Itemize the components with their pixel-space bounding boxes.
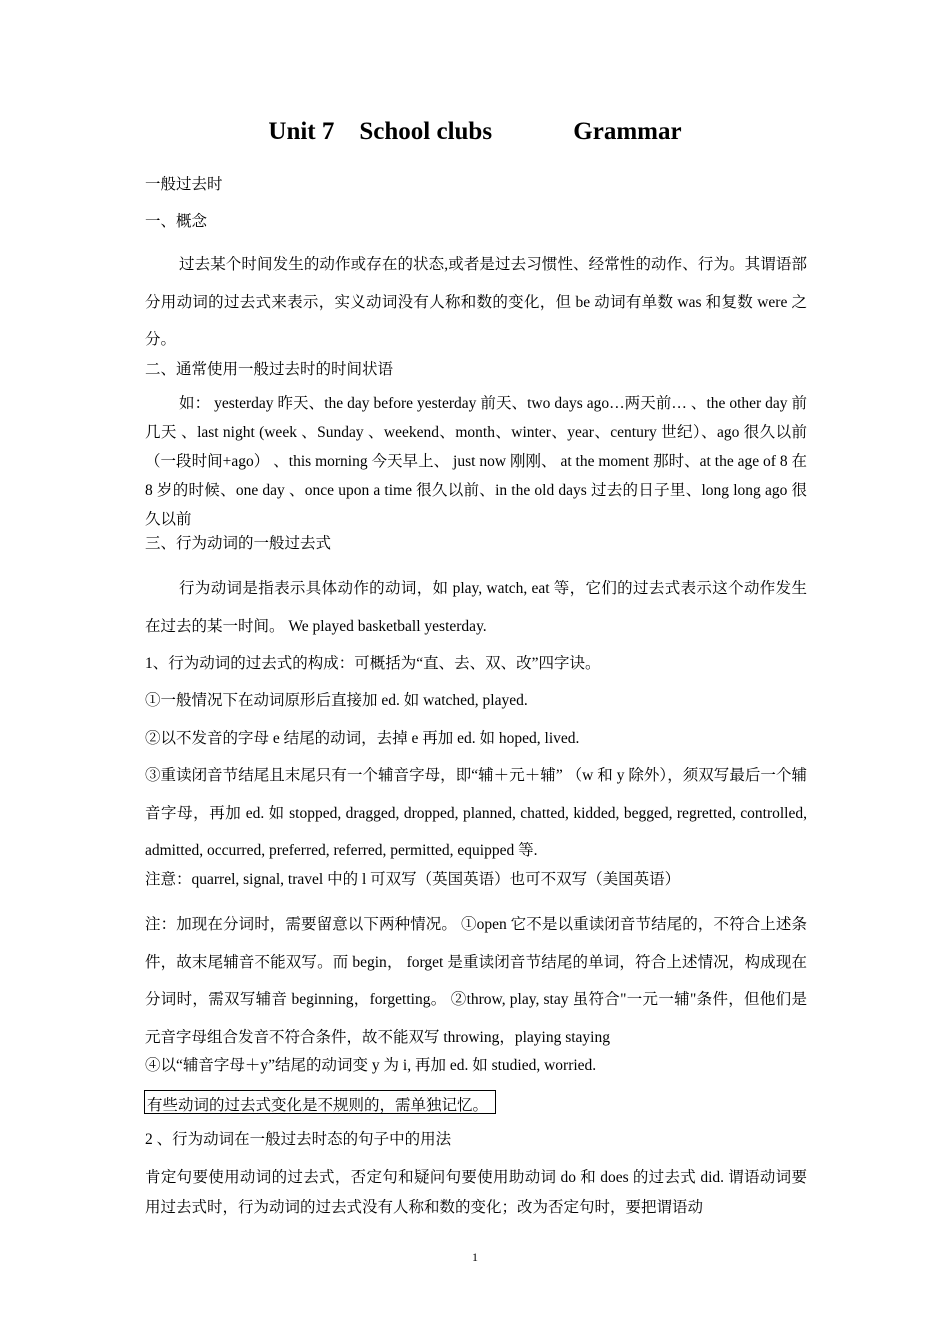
section-1-heading: 一、概念 bbox=[145, 213, 208, 230]
usage-body: 肯定句要使用动词的过去式，否定句和疑问句要使用助动词 do 和 does 的过去式 did. 谓语动词要用过去式时，行为动词的过去式没有人称和数的变化；改为否定句时，要把谓语动 bbox=[145, 1169, 807, 1216]
boxed-note: 有些动词的过去式变化是不规则的，需单独记忆。 bbox=[144, 1090, 496, 1114]
note-1: 注意：quarrel, signal, travel 中的 l 可双写（英国英语）也可不双写（美国英语） bbox=[145, 871, 681, 888]
rule-3: ③重读闭音节结尾且末尾只有一个辅音字母，即“辅＋元＋辅” （w 和 y 除外），须双写最后一个辅音字母，再加 ed. 如 stopped, dragged, dropped, planned, chatted, kidded, begged, regretted, controlled, admitted, occurred, preferred, referred, permitted, equipped 等. bbox=[145, 767, 807, 859]
rule-2: ②以不发音的字母 e 结尾的动词，去掉 e 再加 ed. 如 hoped, lived. bbox=[145, 730, 580, 747]
rule-4: ④以“辅音字母＋y”结尾的动词变 y 为 i, 再加 ed. 如 studied, worried. bbox=[145, 1057, 597, 1074]
rule-1: ①一般情况下在动词原形后直接加 ed. 如 watched, played. bbox=[145, 692, 528, 709]
section-3-body: 行为动词是指表示具体动作的动词，如 play, watch, eat 等，它们的过去式表示这个动作发生在过去的某一时间。 We played basketball yesterday. bbox=[145, 580, 807, 635]
topic-heading: 一般过去时 bbox=[145, 176, 223, 193]
section-1-body: 过去某个时间发生的动作或存在的状态,或者是过去习惯性、经常性的动作、行为。其谓语部分用动词的过去式来表示，实义动词没有人称和数的变化，但 be 动词有单数 was 和复数 were 之分。 bbox=[145, 256, 807, 348]
page-number: 1 bbox=[472, 1250, 478, 1264]
usage-heading: 2 、行为动词在一般过去时态的句子中的用法 bbox=[145, 1131, 452, 1148]
section-3-heading: 三、行为动词的一般过去式 bbox=[145, 535, 332, 552]
note-2: 注：加现在分词时，需要留意以下两种情况。 ①open 它不是以重读闭音节结尾的，不符合上述条件，故末尾辅音不能双写。而 begin， forget 是重读闭音节结尾的单词，符合上述情况，构成现在分词时，需双写辅音 beginning，forgetting。 ②throw, play, stay 虽符合"一元一辅"条件，但他们是元音字母组合发音不符合条件，故不能双写 throwing，playing staying bbox=[145, 916, 807, 1046]
section-2-body: 如： yesterday 昨天、the day before yesterday 前天、two days ago…两天前… 、the other day 前几天 、last night (week 、Sunday 、weekend、month、winter、year、century 世纪）、ago 很久以前（一段时间+ago） 、this morning 今天早上、 just now 刚刚、 at the moment 那时、at the age of 8 在 8 岁的时候、one day 、once upon a time 很久以前、in the old days 过去的日子里、long long ago 很久以前 bbox=[145, 395, 807, 528]
page-title: Unit 7 School clubs Grammar bbox=[268, 118, 682, 145]
section-2-heading: 二、通常使用一般过去时的时间状语 bbox=[145, 361, 394, 378]
rule-intro: 1、行为动词的过去式的构成：可概括为“直、去、双、改”四字诀。 bbox=[145, 655, 601, 672]
